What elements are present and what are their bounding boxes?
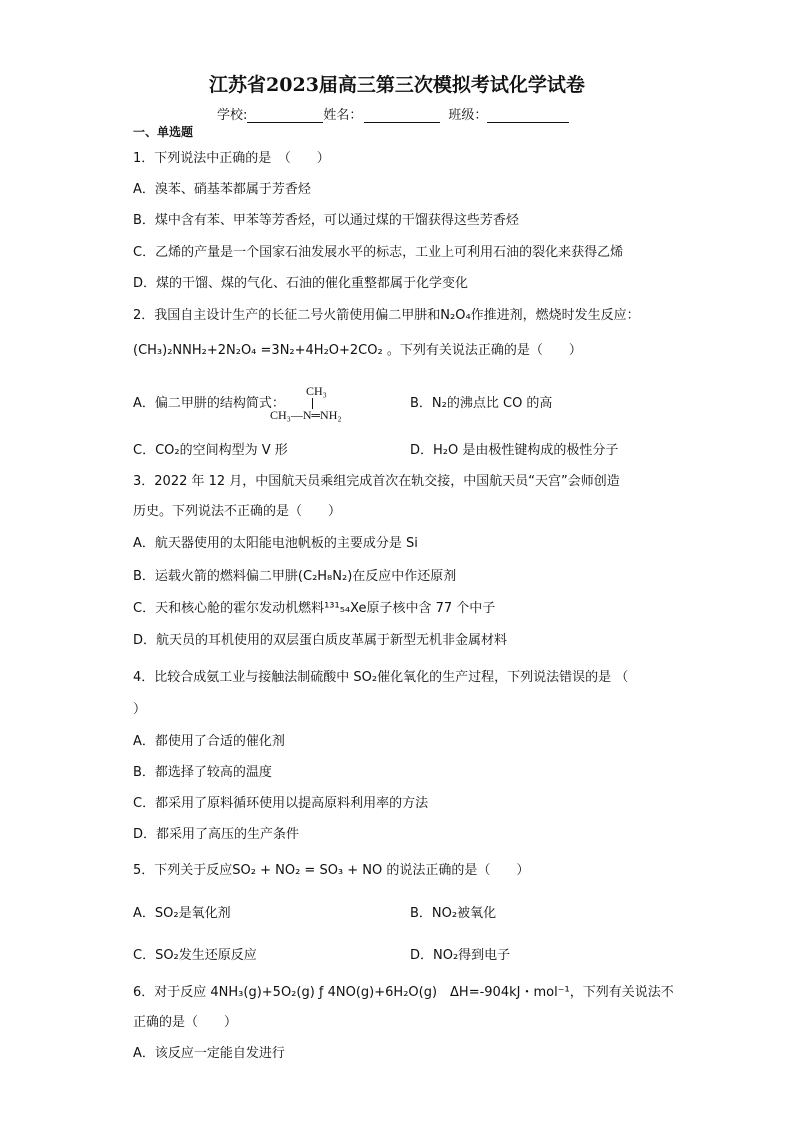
- q1-option-c: C．乙烯的产量是一个国家石油发展水平的标志，工业上可利用石油的裂化来获得乙烯: [133, 245, 624, 260]
- q4-option-a: A．都使用了合适的催化剂: [133, 734, 285, 749]
- q5-option-a: A．SO₂是氧化剂: [133, 906, 231, 921]
- q1-option-a: A．溴苯、硝基苯都属于芳香烃: [133, 182, 311, 197]
- student-info: [217, 104, 569, 123]
- name-blank[interactable]: [364, 108, 440, 123]
- q2-option-c: C．CO₂的空间构型为 V 形: [133, 443, 288, 458]
- school-blank[interactable]: [247, 108, 323, 123]
- q5-option-b: B．NO₂被氧化: [410, 906, 497, 921]
- q2-option-b: B．N₂的沸点比 CO 的高: [410, 396, 553, 411]
- q6-option-a: A．该反应一定能自发进行: [133, 1046, 285, 1061]
- q3-option-a: A．航天器使用的太阳能电池帆板的主要成分是 Si: [133, 536, 418, 551]
- q2-option-d: D．H₂O 是由极性键构成的极性分子: [410, 443, 619, 458]
- section-heading: 一、单选题: [133, 125, 194, 139]
- q3-option-c: C．天和核心舱的霍尔发动机燃料¹³¹₅₄Xe原子核中含 77 个中子: [133, 601, 496, 616]
- class-label: 班级：: [448, 108, 488, 123]
- structure-top: CH₃: [306, 384, 327, 398]
- q1-stem: 1．下列说法中正确的是 （ ）: [133, 151, 330, 166]
- q5-option-d: D．NO₂得到电子: [410, 948, 511, 963]
- q3-option-b: B．运载火箭的燃料偏二甲肼(C₂H₈N₂)在反应中作还原剂: [133, 569, 457, 584]
- q4-option-c: C．都采用了原料循环使用以提高原料利用率的方法: [133, 796, 429, 811]
- q1-option-d: D．煤的干馏、煤的气化、石油的催化重整都属于化学变化: [133, 276, 469, 291]
- q1-option-b: B．煤中含有苯、甲苯等芳香烃，可以通过煤的干馏获得这些芳香烃: [133, 213, 519, 228]
- q4-stem-line1: 4．比较合成氨工业与接触法制硫酸中 SO₂催化氧化的生产过程，下列说法错误的是 （: [133, 670, 629, 685]
- q4-option-b: B．都选择了较高的温度: [133, 765, 272, 780]
- page-title: 江苏省2023届高三第三次模拟考试化学试卷: [209, 74, 585, 96]
- q6-stem-line2: 正确的是（ ）: [133, 1015, 238, 1030]
- q5-option-c: C．SO₂发生还原反应: [133, 948, 257, 963]
- q3-option-d: D．航天员的耳机使用的双层蛋白质皮革属于新型无机非金属材料: [133, 633, 508, 648]
- class-blank[interactable]: [487, 108, 569, 123]
- q3-stem-line2: 历史。下列说法不正确的是（ ）: [133, 504, 342, 519]
- q4-stem-line2: ）: [133, 702, 147, 717]
- q6-stem-line1: 6．对于反应 4NH₃(g)+5O₂(g) ƒ 4NO(g)+6H₂O(g) ΔH=-904kJ・mol⁻¹，下列有关说法不: [133, 985, 674, 1000]
- structure-bottom: CH₃—N═NH₂: [270, 408, 342, 422]
- name-label: 姓名：: [323, 108, 363, 123]
- q5-stem: 5．下列关于反应SO₂ + NO₂ = SO₃ + NO 的说法正确的是（ ）: [133, 863, 530, 878]
- q2-equation: (CH₃)₂NNH₂+2N₂O₄ =3N₂+4H₂O+2CO₂ 。下列有关说法正确的是（ ）: [133, 343, 582, 358]
- school-label: 学校:: [217, 108, 248, 123]
- q2-stem: 2．我国自主设计生产的长征二号火箭使用偏二甲肼和N₂O₄作推进剂，燃烧时发生反应：: [133, 308, 640, 323]
- q2-option-a: A．偏二甲肼的结构简式：: [133, 396, 285, 411]
- q4-option-d: D．都采用了高压的生产条件: [133, 827, 300, 842]
- structural-formula: [270, 384, 390, 424]
- q3-stem-line1: 3．2022 年 12 月，中国航天员乘组完成首次在轨交接，中国航天员“天宫”会师创造: [133, 474, 620, 489]
